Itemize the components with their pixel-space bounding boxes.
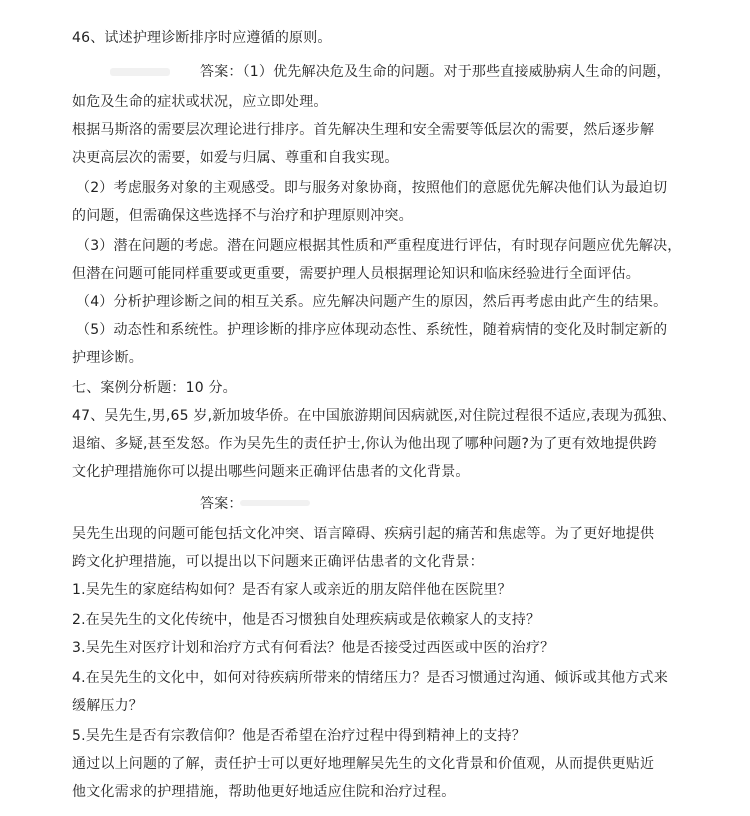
answer-46-line: （3）潜在问题的考虑。潜在问题应根据其性质和严重程度进行评估，有时现存问题应优先解决， — [76, 238, 682, 254]
scan-smudge — [110, 68, 170, 76]
answer-47-conclusion: 通过以上问题的了解，责任护士可以更好地理解吴先生的文化背景和价值观，从而提供更贴近 — [72, 756, 655, 772]
scan-smudge — [240, 500, 310, 506]
answer-46-line: 根据马斯洛的需要层次理论进行排序。首先解决生理和安全需要等低层次的需要，然后逐步解 — [72, 122, 655, 138]
answer-46-line: 但潜在问题可能同样重要或更重要，需要护理人员根据理论知识和临床经验进行全面评估。 — [72, 266, 640, 282]
answer-47-label: 答案： — [200, 496, 243, 512]
answer-47-conclusion: 他文化需求的护理措施，帮助他更好地适应住院和治疗过程。 — [72, 784, 456, 800]
question-46: 46、试述护理诊断排序时应遵循的原则。 — [72, 30, 332, 46]
question-47-line: 47、吴先生,男,65 岁,新加坡华侨。在中国旅游期间因病就医,对住院过程很不适应,表现为孤独、 — [72, 408, 676, 424]
answer-46-line: 如危及生命的症状或状况，应立即处理。 — [72, 94, 328, 110]
answer-47-item: 4.在吴先生的文化中，如何对待疾病所带来的情绪压力？是否习惯通过沟通、倾诉或其他方式来 — [72, 670, 668, 686]
section-heading: 七、案例分析题：10 分。 — [72, 380, 237, 396]
question-47-line: 退缩、多疑,甚至发怒。作为吴先生的责任护士,你认为他出现了哪种问题?为了更有效地提供跨 — [72, 436, 657, 452]
answer-46-line: 答案：（1）优先解决危及生命的问题。对于那些直接威胁病人生命的问题， — [200, 64, 671, 80]
answer-46-line: 的问题，但需确保这些选择不与治疗和护理原则冲突。 — [72, 208, 413, 224]
answer-46-line: 护理诊断。 — [72, 350, 143, 366]
question-47-line: 文化护理措施你可以提出哪些问题来正确评估患者的文化背景。 — [72, 464, 470, 480]
answer-46-line: （4）分析护理诊断之间的相互关系。应先解决问题产生的原因，然后再考虑由此产生的结果。 — [76, 294, 668, 310]
answer-47-item: 2.在吴先生的文化传统中，他是否习惯独自处理疾病或是依赖家人的支持？ — [72, 612, 541, 628]
answer-47-item: 缓解压力？ — [72, 698, 143, 714]
answer-46-line: 决更高层次的需要，如爱与归属、尊重和自我实现。 — [72, 150, 399, 166]
answer-47-item: 1.吴先生的家庭结构如何？是否有家人或亲近的朋友陪伴他在医院里？ — [72, 582, 512, 598]
answer-46-line: （5）动态性和系统性。护理诊断的排序应体现动态性、系统性，随着病情的变化及时制定新的 — [76, 322, 668, 338]
answer-47-item: 5.吴先生是否有宗教信仰？他是否希望在治疗过程中得到精神上的支持？ — [72, 728, 526, 744]
answer-46-line: （2）考虑服务对象的主观感受。即与服务对象协商，按照他们的意愿优先解决他们认为最迫切 — [76, 180, 668, 196]
answer-47-line: 跨文化护理措施，可以提出以下问题来正确评估患者的文化背景： — [72, 554, 484, 570]
answer-47-item: 3.吴先生对医疗计划和治疗方式有何看法？他是否接受过西医或中医的治疗？ — [72, 640, 555, 656]
answer-47-line: 吴先生出现的问题可能包括文化冲突、语言障碍、疾病引起的痛苦和焦虑等。为了更好地提供 — [72, 526, 655, 542]
